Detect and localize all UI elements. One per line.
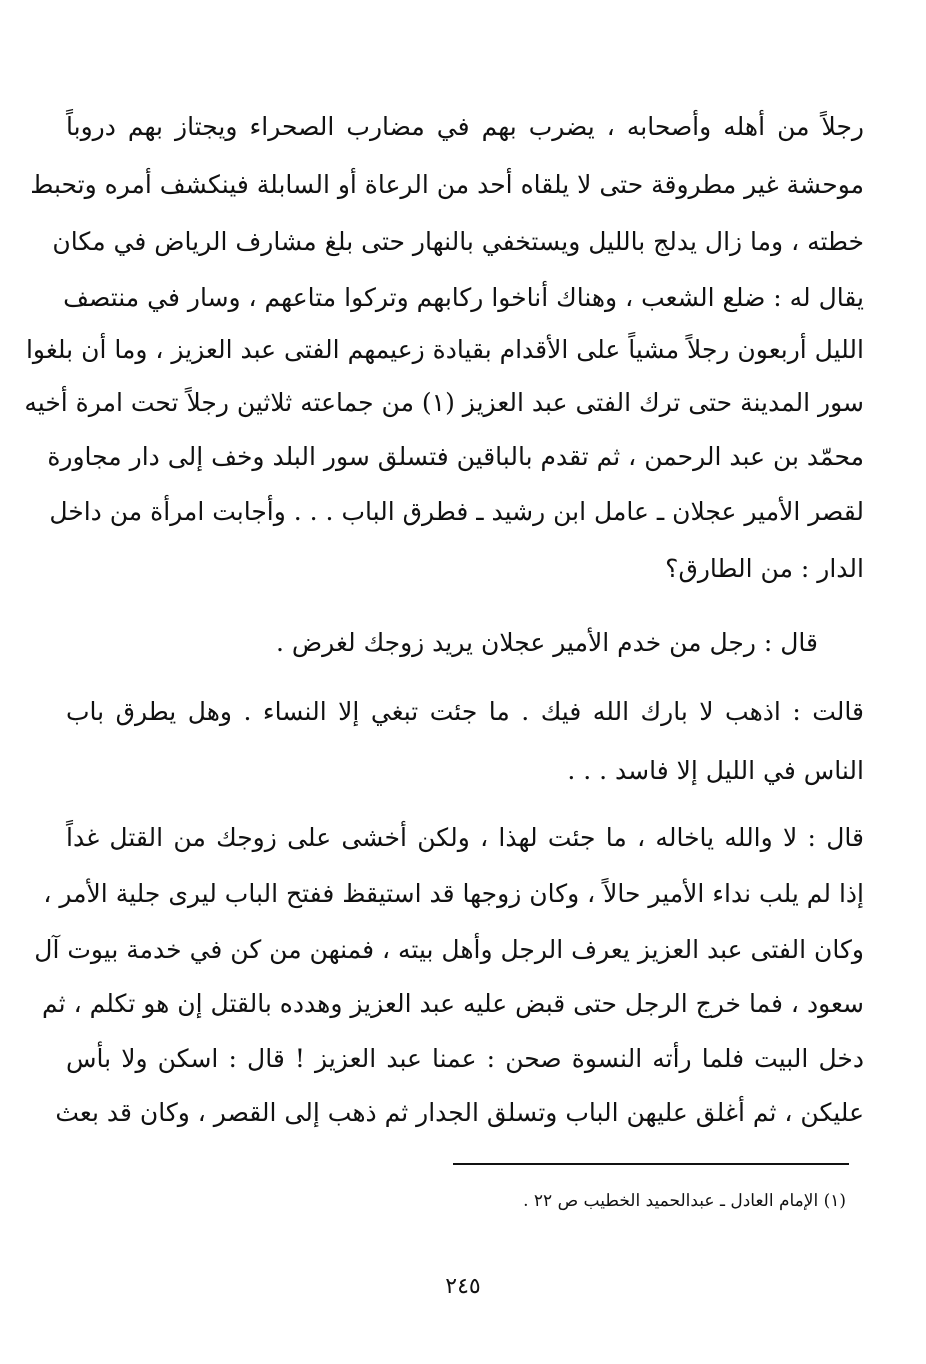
text-line: إذا لم يلب نداء الأمير حالاً ، وكان زوجها قد استيقظ ففتح الباب ليرى جلية الأمر ، (43, 879, 864, 908)
text-line: قال : رجل من خدم الأمير عجلان يريد زوجك لغرض . (276, 628, 818, 657)
text-line: محمّد بن عبد الرحمن ، ثم تقدم بالباقين فتسلق سور البلد وخف إلى دار مجاورة (47, 442, 864, 471)
text-line: خطته ، وما زال يدلج بالليل ويستخفي بالنهار حتى بلغ مشارف الرياض في مكان (52, 227, 864, 256)
text-line: لقصر الأمير عجلان ـ عامل ابن رشيد ـ فطرق الباب . . . وأجابت امرأة من داخل (49, 497, 864, 526)
footnote-divider (453, 1163, 849, 1165)
text-line: قالت : اذهب لا بارك الله فيك . ما جئت تبغي إلا النساء . وهل يطرق باب (66, 697, 864, 726)
page-number: ٢٤٥ (445, 1274, 481, 1299)
text-line: الليل أربعون رجلاً مشياً على الأقدام بقيادة زعيمهم الفتى عبد العزيز ، وما أن بلغوا (25, 335, 864, 364)
text-line: عليكن ، ثم أغلق عليهن الباب وتسلق الجدار ثم ذهب إلى القصر ، وكان قد بعث (55, 1098, 864, 1127)
text-line: دخل البيت فلما رأته النسوة صحن : عمنا عبد العزيز ! قال : اسكن ولا بأس (66, 1044, 864, 1073)
text-line: موحشة غير مطروقة حتى لا يلقاه أحد من الرعاة أو السابلة فينكشف أمره وتحبط (30, 170, 864, 199)
text-line: سعود ، فما خرج الرجل حتى قبض عليه عبد العزيز وهدده بالقتل إن هو تكلم ، ثم (42, 989, 864, 1018)
text-line: سور المدينة حتى ترك الفتى عبد العزيز (١) من جماعته ثلاثين رجلاً تحت امرة أخيه (24, 388, 864, 417)
text-line: الدار : من الطارق؟ (665, 554, 864, 583)
text-line: رجلاً من أهله وأصحابه ، يضرب بهم في مضارب الصحراء ويجتاز بهم دروباً (66, 112, 864, 141)
text-line: الناس في الليل إلا فاسد . . . (567, 756, 864, 785)
footnote: (١) الإمام العادل ـ عبدالحميد الخطيب ص ٢٢ . (523, 1191, 846, 1211)
text-line: قال : لا والله ياخاله ، ما جئت لهذا ، ولكن أخشى على زوجك من القتل غداً (66, 823, 864, 852)
text-line: وكان الفتى عبد العزيز يعرف الرجل وأهل بيته ، فمنهن من كن في خدمة بيوت آل (34, 935, 864, 964)
text-line: يقال له : ضلع الشعب ، وهناك أناخوا ركابهم وتركوا متاعهم ، وسار في منتصف (63, 283, 864, 312)
